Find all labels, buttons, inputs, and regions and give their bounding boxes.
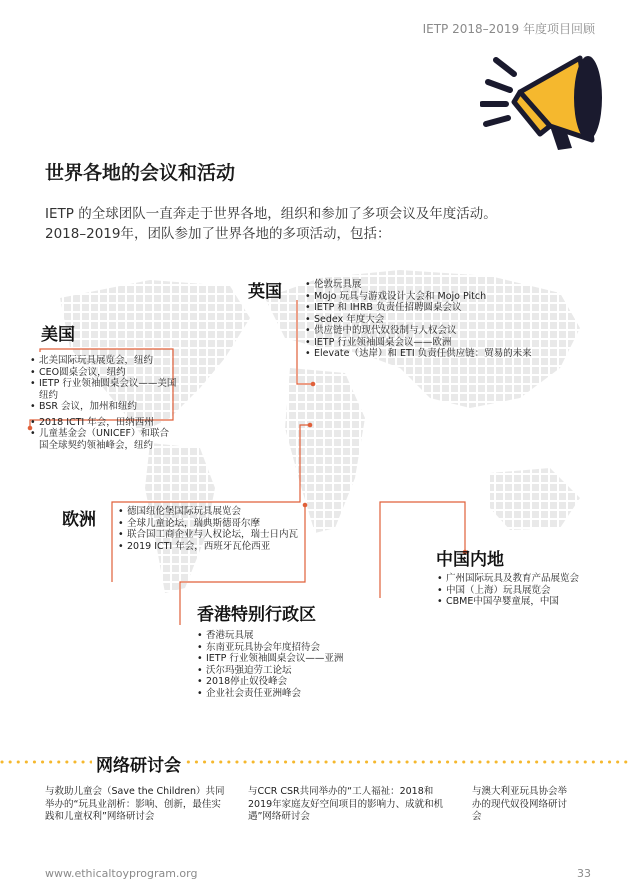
list-item: • 2018 ICTI 年会，田纳西州 — [30, 417, 178, 429]
list-item: • 联合国工商企业与人权论坛，瑞士日内瓦 — [118, 529, 318, 541]
list-item: • IETP 行业领袖圆桌会议——欧洲 — [305, 337, 605, 349]
list-item: • 东南亚玩具协会年度招待会 — [197, 642, 397, 654]
list-item: • 德国纽伦堡国际玩具展览会 — [118, 506, 318, 518]
region-title-hongkong: 香港特别行政区 — [197, 605, 316, 625]
list-item: • 2018停止奴役峰会 — [197, 676, 397, 688]
list-item: • IETP 行业领袖圆桌会议——亚洲 — [197, 653, 397, 665]
us-event-list-2 — [30, 417, 178, 452]
mainland-event-list — [437, 573, 622, 608]
list-item: • 沃尔玛强迫劳工论坛 — [197, 665, 397, 677]
list-item: • 儿童基金会（UNICEF）和联合国全球契约领袖峰会，纽约 — [30, 428, 178, 451]
list-item: • 广州国际玩具及教育产品展览会 — [437, 573, 622, 585]
list-item: • IETP 行业领袖圆桌会议——美国纽约 — [30, 378, 178, 401]
intro-paragraph: IETP 的全球团队一直奔走于世界各地，组织和参加了多项会议及年度活动。2018–2019年，团队参加了世界各地的多项活动，包括： — [45, 206, 497, 242]
uk-event-list — [305, 279, 605, 360]
list-item: • 供应链中的现代奴役制与人权会议 — [305, 325, 605, 337]
list-item: • Mojo 玩具与游戏设计大会和 Mojo Pitch — [305, 291, 605, 303]
hongkong-event-list — [197, 630, 397, 699]
list-item: • CBME中国孕婴童展，中国 — [437, 596, 622, 608]
page-number: 33 — [577, 867, 591, 880]
list-item: • Sedex 年度大会 — [305, 314, 605, 326]
list-item: • CEO圆桌会议，纽约 — [30, 367, 178, 379]
webinar-item: 与澳大利亚玩具协会举办的现代奴役网络研讨会 — [472, 786, 568, 822]
list-item: • BSR 会议，加州和纽约 — [30, 401, 178, 413]
list-item: • IETP 和 IHRB 负责任招聘圆桌会议 — [305, 302, 605, 314]
list-item: • 企业社会责任亚洲峰会 — [197, 688, 397, 700]
list-item: • 全球儿童论坛，瑞典斯德哥尔摩 — [118, 518, 318, 530]
section-title: 世界各地的会议和活动 — [45, 162, 236, 184]
region-title-mainland: 中国内地 — [436, 550, 504, 570]
list-item: • 北美国际玩具展览会，纽约 — [30, 355, 178, 367]
list-item: • Elevate（达岸）和 ETI 负责任供应链：贸易的未来 — [305, 348, 605, 360]
list-item: • 香港玩具展 — [197, 630, 397, 642]
webinar-item: 与救助儿童会（Save the Children）共同举办的“玩具业剖析：影响、创新，最佳实践和儿童权利”网络研讨会 — [45, 786, 225, 822]
europe-event-list — [118, 506, 318, 552]
region-title-europe: 欧洲 — [62, 510, 96, 530]
us-event-list — [30, 355, 178, 413]
list-item: • 伦敦玩具展 — [305, 279, 605, 291]
list-item: • 2019 ICTI 年会，西班牙瓦伦西亚 — [118, 541, 318, 553]
list-item: • 中国（上海）玩具展览会 — [437, 585, 622, 597]
us-event-block — [30, 355, 178, 451]
footer-url[interactable]: www.ethicaltoyprogram.org — [45, 867, 198, 880]
webinar-item: 与CCR CSR共同举办的“工人福祉：2018和2019年家庭友好空间项目的影响力、成就和机遇”网络研讨会 — [248, 786, 444, 822]
header-title: IETP 2018–2019 年度项目回顾 — [422, 22, 595, 36]
region-title-uk: 英国 — [248, 282, 282, 302]
webinars-title: 网络研讨会 — [92, 751, 185, 776]
region-title-us: 美国 — [41, 325, 75, 345]
